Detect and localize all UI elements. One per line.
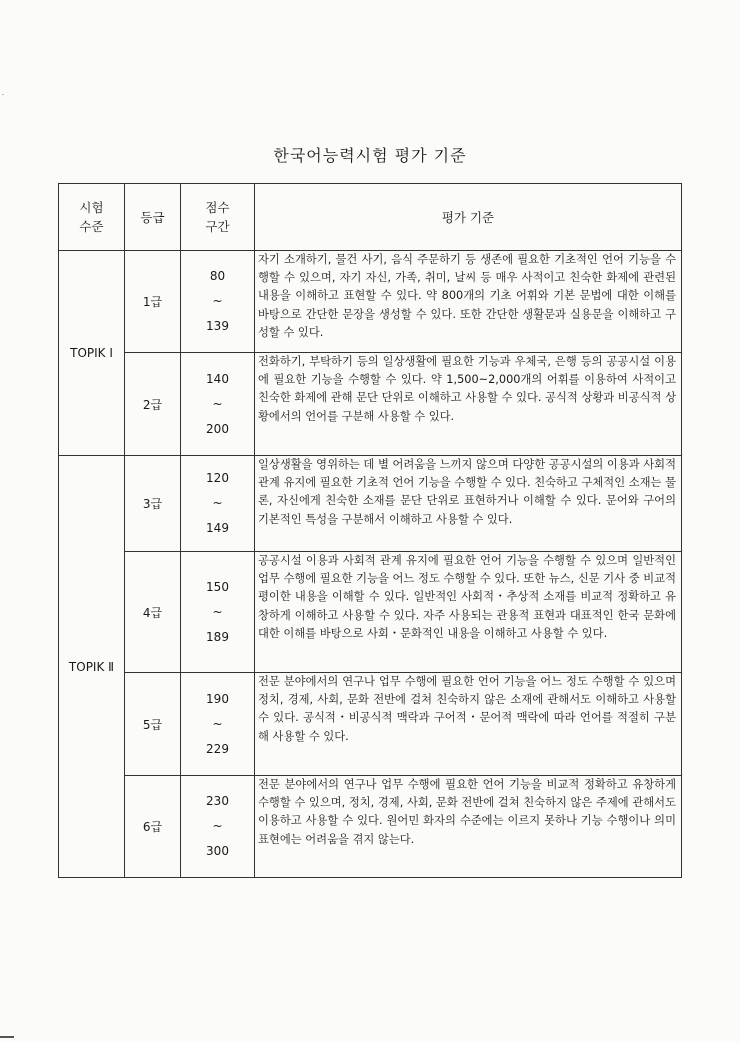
grade-cell: 5급 <box>125 673 181 776</box>
score-sep: ~ <box>212 496 223 510</box>
table-row <box>59 456 682 552</box>
score-range <box>181 456 255 552</box>
score-min: 120 <box>206 471 229 485</box>
score-min: 80 <box>209 269 226 283</box>
criteria-cell: 자기 소개하기, 물건 사기, 음식 주문하기 등 생존에 필요한 기초적인 언어 기능을 수행할 수 있으며, 자기 자신, 가족, 취미, 날씨 등 매우 사적이고 친숙한 화제에 관련된 내용을 이해하고 표현할 수 있다. 약 800개의 기초 어휘와 기본 문법에 대한 이해를 바탕으로 간단한 문장을 생성할 수 있다. 또한 간단한 생활문과 실용문을 이해하고 구성할 수 있다. <box>255 251 682 353</box>
score-range <box>181 353 255 456</box>
score-max: 200 <box>206 421 229 436</box>
header-score <box>181 184 255 251</box>
header-level-line2: 수준 <box>79 219 104 234</box>
table-row <box>59 251 682 353</box>
table-row <box>59 673 682 776</box>
scan-mark <box>2 94 4 95</box>
criteria-cell: 전화하기, 부탁하기 등의 일상생활에 필요한 기능과 우체국, 은행 등의 공공시설 이용에 필요한 기능을 수행할 수 있다. 약 1,500~2,000개의 어휘를 이용하여 사적이고 친숙한 화제에 관해 문단 단위로 이해하고 사용할 수 있다. 공식적 상황과 비공식적 상황에서의 언어를 구분해 사용할 수 있다. <box>255 353 682 456</box>
header-score-line1: 점수 <box>205 200 230 215</box>
grade-cell: 6급 <box>125 776 181 878</box>
header-criteria: 평가 기준 <box>255 184 682 251</box>
score-sep: ~ <box>212 396 223 411</box>
score-max: 229 <box>206 741 229 756</box>
table-row <box>59 552 682 673</box>
level-label: TOPIK Ⅰ <box>70 346 113 360</box>
score-range <box>181 251 255 353</box>
table-row <box>59 353 682 456</box>
criteria-cell: 전문 분야에서의 연구나 업무 수행에 필요한 언어 기능을 비교적 정확하고 유창하게 수행할 수 있으며, 정치, 경제, 사회, 문화 전반에 걸쳐 친숙하지 않은 주제에 관해서도 이용하고 사용할 수 있다. 원어민 화자의 수준에는 이르지 못하나 기능 수행이나 의미 표현에는 어려움을 겪지 않는다. <box>255 776 682 878</box>
score-max: 189 <box>206 629 229 644</box>
score-sep: ~ <box>212 716 223 731</box>
level-topik-1 <box>59 251 125 456</box>
level-label: TOPIK Ⅱ <box>68 659 115 674</box>
score-range <box>181 776 255 878</box>
level-topik-2 <box>59 456 125 878</box>
score-max: 300 <box>206 844 229 858</box>
score-min: 150 <box>206 579 229 594</box>
evaluation-criteria-table <box>58 183 682 878</box>
score-range <box>181 673 255 776</box>
grade-cell: 4급 <box>125 552 181 673</box>
grade-cell: 3급 <box>125 456 181 552</box>
score-sep: ~ <box>212 604 223 619</box>
score-min: 140 <box>206 371 229 386</box>
header-grade: 등급 <box>125 184 181 251</box>
page-title: 한국어능력시험 평가 기준 <box>273 146 467 165</box>
score-max: 139 <box>206 319 229 333</box>
table-row <box>59 776 682 878</box>
criteria-cell: 일상생활을 영위하는 데 별 어려움을 느끼지 않으며 다양한 공공시설의 이용과 사회적 관계 유지에 필요한 기초적 언어 기능을 수행할 수 있다. 친숙하고 구체적인 소재는 물론, 자신에게 친숙한 소재를 문단 단위로 표현하거나 이해할 수 있다. 문어와 구어의 기본적인 특성을 구분해서 이해하고 사용할 수 있다. <box>255 456 682 552</box>
score-range <box>181 552 255 673</box>
grade-cell: 2급 <box>125 353 181 456</box>
header-row <box>59 184 682 251</box>
score-sep: ~ <box>212 819 223 833</box>
score-sep: ~ <box>212 294 223 308</box>
grade-cell: 1급 <box>125 251 181 353</box>
header-score-line2: 구간 <box>205 219 230 234</box>
score-min: 190 <box>206 691 229 706</box>
score-min: 230 <box>206 794 229 808</box>
scan-mark <box>0 1036 14 1038</box>
criteria-cell: 공공시설 이용과 사회적 관계 유지에 필요한 언어 기능을 수행할 수 있으며 일반적인 업무 수행에 필요한 기능을 어느 정도 수행할 수 있다. 또한 뉴스, 신문 기사 중 비교적 평이한 내용을 이해할 수 있다. 일반적인 사회적・추상적 소재를 비교적 정확하고 유창하게 이해하고 사용할 수 있다. 자주 사용되는 관용적 표현과 대표적인 한국 문화에 대한 이해를 바탕으로 사회・문화적인 내용을 이해하고 사용할 수 있다. <box>255 552 682 673</box>
criteria-cell: 전문 분야에서의 연구나 업무 수행에 필요한 언어 기능을 어느 정도 수행할 수 있으며 정치, 경제, 사회, 문화 전반에 걸쳐 친숙하지 않은 소재에 관해서도 이해하고 사용할 수 있다. 공식적・비공식적 맥락과 구어적・문어적 맥락에 따라 언어를 적절히 구분해 사용할 수 있다. <box>255 673 682 776</box>
header-level-line1: 시험 <box>79 200 104 215</box>
score-max: 149 <box>206 521 229 535</box>
header-level <box>59 184 125 251</box>
